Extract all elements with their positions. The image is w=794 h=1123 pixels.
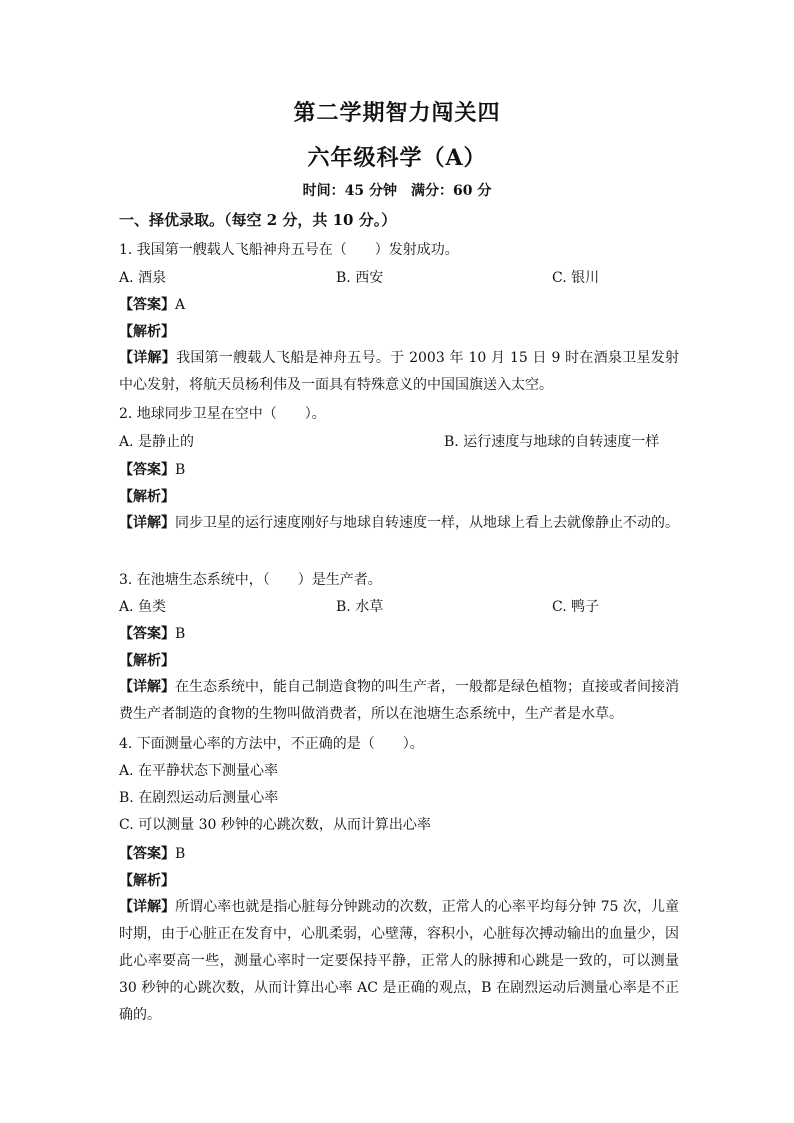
exam-meta: 时间：45 分钟 满分：60 分 [302, 183, 492, 199]
detail-text: 所谓心率也就是指心脏每分钟跳动的次数，正常人的心率平均每分钟 75 次，儿童时期，由于心脏正在发育中，心肌柔弱，心壁薄，容积小，心脏每次搏动输出的血量少，因此心率要高一些，测量心率时一定要保持平静，正常人的脉搏和心跳是一致的，可以测量 30 秒钟的心跳次数，从而计算出心率 AC 是正确的观点，B 在剧烈运动后测量心率是不正确的。 [119, 899, 680, 1023]
answer-label: 【答案】 [119, 626, 175, 642]
answer-value: A [175, 297, 186, 313]
question-2-option-b: B. 运行速度与地球的自转速度一样 [444, 434, 660, 450]
question-2-analysis-label: 【解析】 [119, 489, 175, 505]
question-3-option-a: A. 鱼类 [119, 599, 167, 615]
question-1-option-c: C. 银川 [552, 270, 600, 286]
question-2-stem: 2. 地球同步卫星在空中（ ）。 [119, 406, 326, 422]
question-4-option-c: C. 可以测量 30 秒钟的心跳次数，从而计算出心率 [119, 817, 431, 833]
question-4-stem: 4. 下面测量心率的方法中，不正确的是（ ）。 [119, 736, 424, 752]
question-1-stem: 1. 我国第一艘载人飞船神舟五号在（ ）发射成功。 [119, 242, 459, 258]
detail-label: 【详解】 [119, 899, 176, 915]
question-1-detail [119, 345, 679, 399]
question-1-analysis-label: 【解析】 [119, 324, 175, 340]
question-3-option-b: B. 水草 [336, 599, 384, 615]
question-2-answer [119, 460, 185, 480]
question-1-answer [119, 295, 185, 315]
question-2-option-a: A. 是静止的 [119, 434, 195, 450]
question-4-option-a: A. 在平静状态下测量心率 [119, 763, 279, 779]
detail-text: 在生态系统中，能自己制造食物的叫生产者，一般都是绿色植物；直接或者间接消费生产者制造的食物的生物叫做消费者，所以在池塘生态系统中，生产者是水草。 [119, 679, 679, 722]
document-title: 第二学期智力闯关四 [293, 100, 501, 126]
detail-label: 【详解】 [119, 679, 175, 695]
answer-value: B [175, 626, 186, 642]
question-4-analysis-label: 【解析】 [119, 873, 175, 889]
detail-label: 【详解】 [119, 515, 175, 531]
detail-text: 同步卫星的运行速度刚好与地球自转速度一样，从地球上看上去就像静止不动的。 [175, 515, 679, 531]
answer-label: 【答案】 [119, 846, 175, 862]
answer-value: B [175, 462, 186, 478]
detail-label: 【详解】 [119, 350, 177, 366]
question-3-option-c: C. 鸭子 [552, 599, 600, 615]
question-4-answer [119, 844, 185, 864]
answer-label: 【答案】 [119, 297, 175, 313]
question-3-stem: 3. 在池塘生态系统中，（ ）是生产者。 [119, 572, 382, 588]
question-4-detail [119, 894, 679, 1029]
answer-label: 【答案】 [119, 462, 175, 478]
question-3-answer [119, 624, 185, 644]
question-1-option-a: A. 酒泉 [119, 270, 167, 286]
question-1-option-b: B. 西安 [336, 270, 384, 286]
answer-value: B [175, 846, 186, 862]
question-3-detail [119, 674, 679, 728]
section-heading: 一、择优录取。（每空 2 分，共 10 分。） [119, 211, 397, 229]
question-2-detail [119, 510, 679, 537]
detail-text: 我国第一艘载人飞船是神舟五号。于 2003 年 10 月 15 日 9 时在酒泉卫星发射中心发射，将航天员杨利伟及一面具有特殊意义的中国国旗送入太空。 [119, 350, 680, 393]
document-subtitle: 六年级科学（A） [307, 145, 487, 171]
question-3-analysis-label: 【解析】 [119, 653, 175, 669]
question-4-option-b: B. 在剧烈运动后测量心率 [119, 790, 279, 806]
